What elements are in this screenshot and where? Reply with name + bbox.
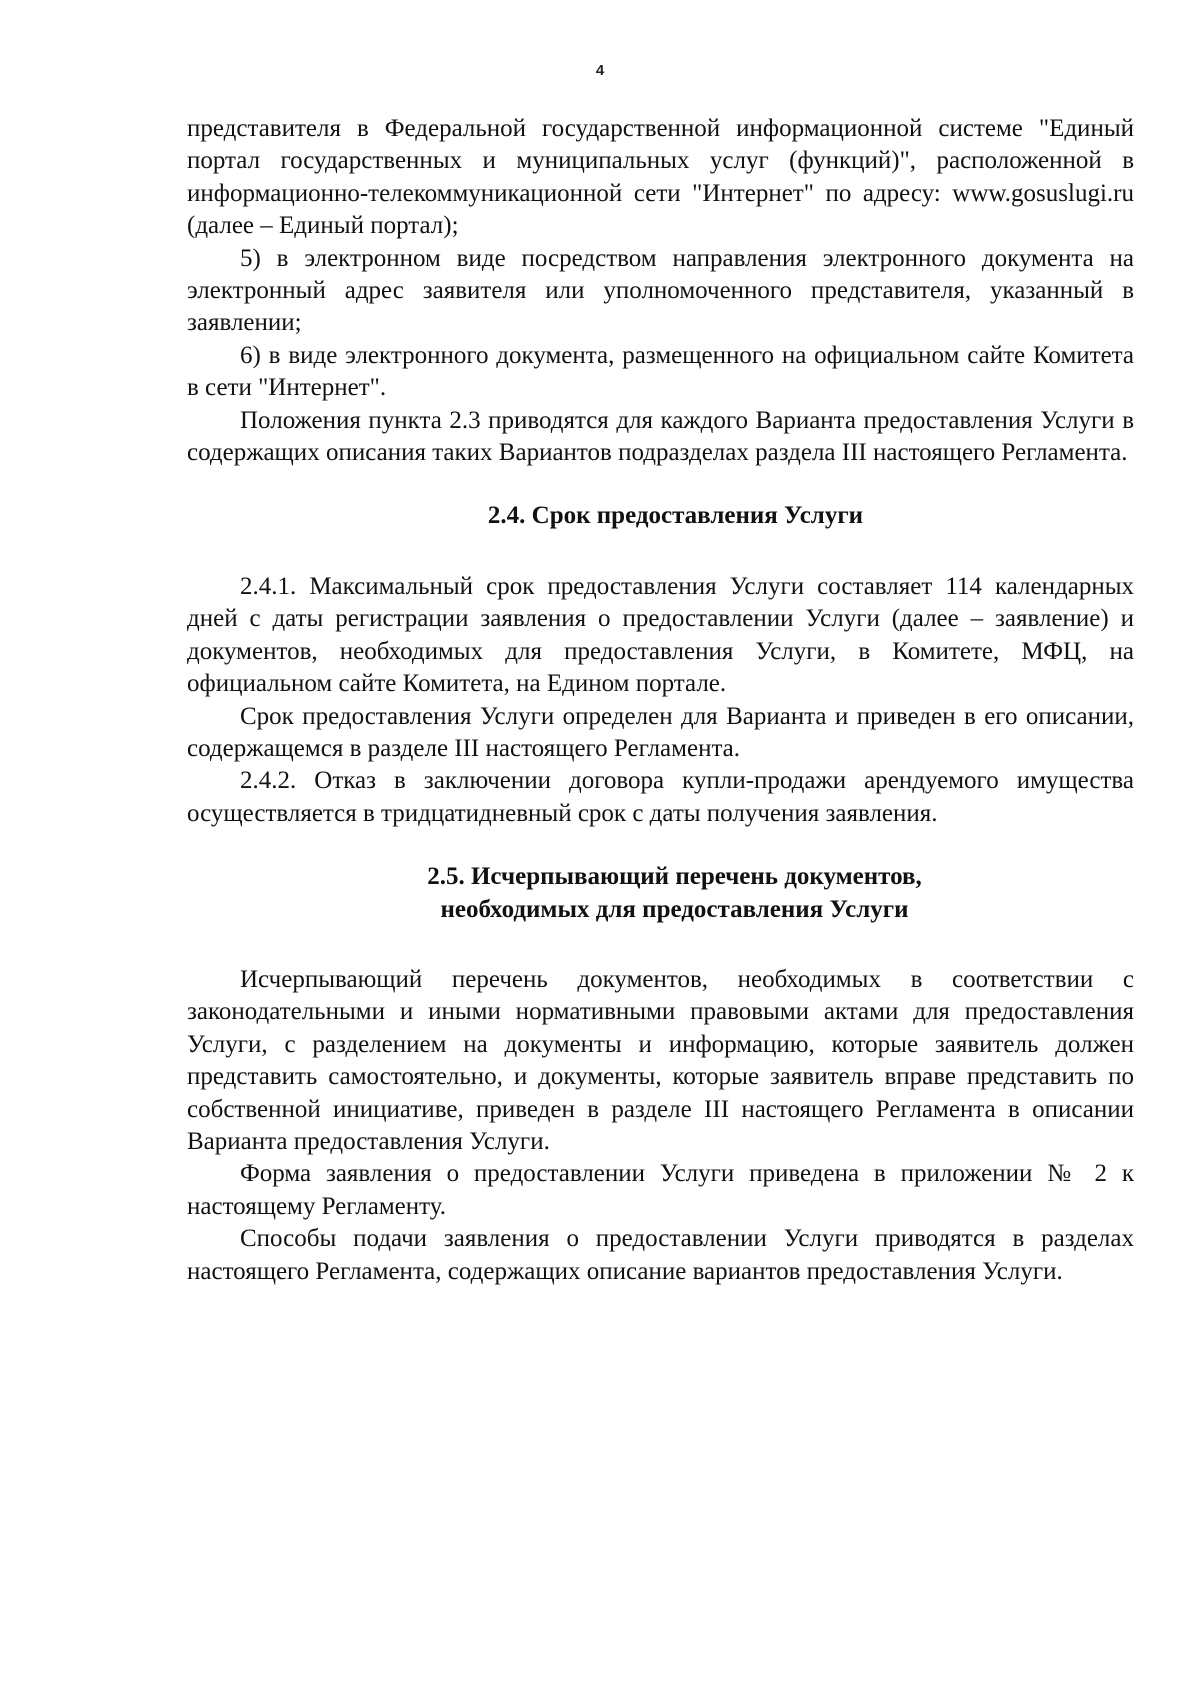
paragraph-item-5: 5) в электронном виде посредством направления электронного документа на электронный адрес заявителя или уполномоченного представителя, указанный в заявлении; [187,244,1134,337]
paragraph-continuation: представителя в Федеральной государственной информационной системе "Единый портал государственных и муниципальных услуг (функций)", расположенной в информационно-телекоммуникационной сети "Интернет" по адресу: www.gosuslugi.ru (далее – Единый портал); [187,115,1134,240]
spacer [187,926,1134,964]
paragraph-application-form: Форма заявления о предоставлении Услуги приведена в приложении № 2 к настоящему Регламенту. [187,1160,1134,1220]
paragraph-term: Срок предоставления Услуги определен для Варианта и приведен в его описании, содержащемся в разделе III настоящего Регламента. [187,702,1134,762]
page-content [187,113,1134,1288]
paragraph-2-4-1: 2.4.1. Максимальный срок предоставления Услуги составляет 114 календарных дней с даты регистрации заявления о предоставлении Услуги (далее – заявление) и документов, необходимых для предоставления Услуги, в Комитете, МФЦ, на официальном сайте Комитета, на Едином портале. [187,572,1134,698]
section-heading-2-5-line1: 2.5. Исчерпывающий перечень документов, [427,863,922,891]
paragraph-2-4-2: 2.4.2. Отказ в заключении договора купли-продажи арендуемого имущества осуществляется в тридцатидневный срок с даты получения заявления. [187,767,1134,827]
spacer [187,830,1134,861]
paragraph-submission-methods: Способы подачи заявления о предоставлении Услуги приводятся в разделах настоящего Регламента, содержащих описание вариантов предоставления Услуги. [187,1225,1134,1285]
spacer [187,469,1134,500]
section-heading-2-5-line2: необходимых для предоставления Услуги [440,895,909,923]
paragraph-provisions: Положения пункта 2.3 приводятся для каждого Варианта предоставления Услуги в содержащих описания таких Вариантов подразделах раздела III настоящего Регламента. [187,406,1134,467]
spacer [187,533,1134,571]
section-heading-2-4: 2.4. Срок предоставления Услуги [487,502,864,530]
paragraph-documents-list: Исчерпывающий перечень документов, необходимых в соответствии с законодательными и иными нормативными правовыми актами для предоставления Услуги, с разделением на документы и информацию, которые заявитель должен представить самостоятельно, и документы, которые заявитель вправе представить по собственной инициативе, приведен в разделе III настоящего Регламента в описании Варианта предоставления Услуги. [187,965,1134,1155]
page-number: 4 [595,62,605,79]
paragraph-item-6: 6) в виде электронного документа, размещенного на официальном сайте Комитета в сети "Интернет". [187,341,1134,402]
